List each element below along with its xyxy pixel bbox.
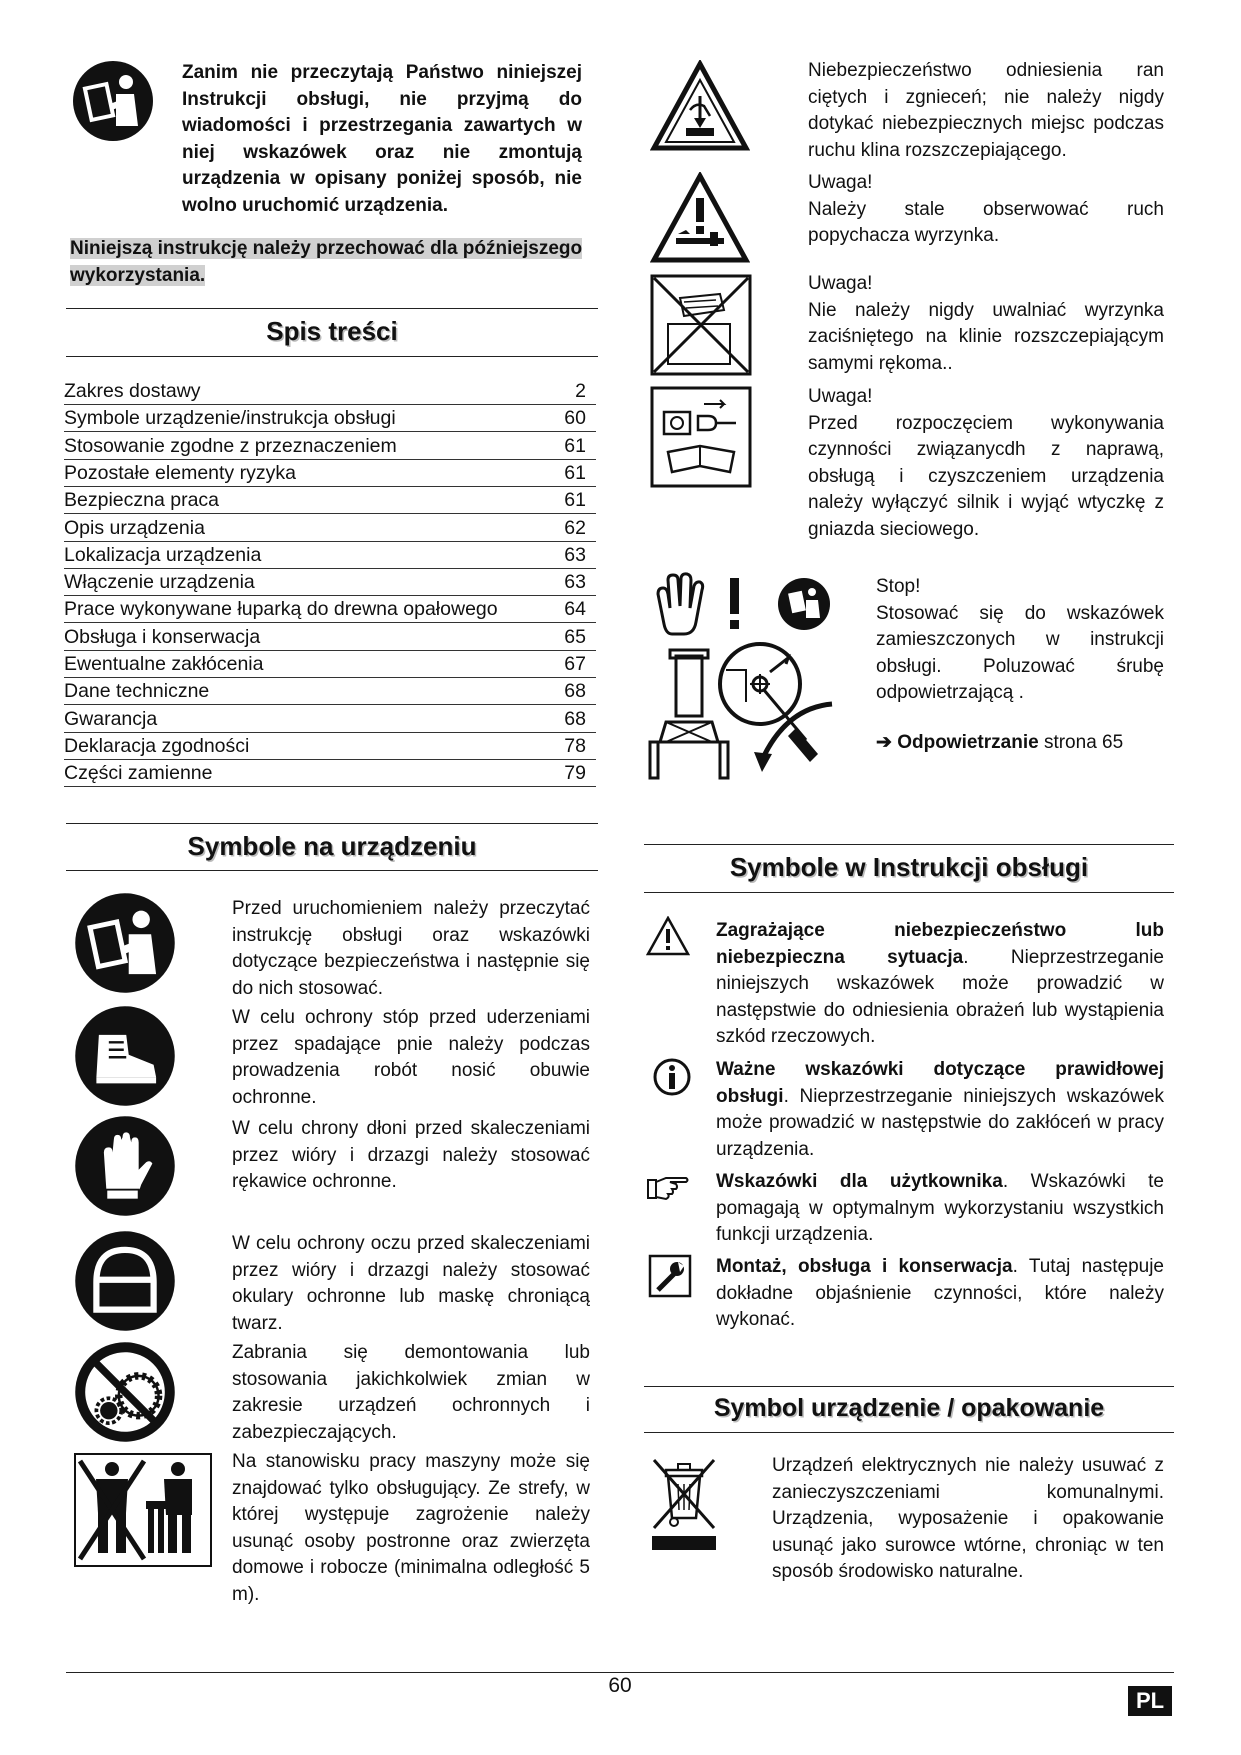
toc-row-page: 61 <box>564 434 586 457</box>
toc-row-page: 63 <box>564 571 586 594</box>
info-icon <box>652 1057 692 1097</box>
footer-divider <box>66 1672 1174 1673</box>
arrow-icon: ➔ <box>876 732 892 753</box>
toc-row-page: 78 <box>564 734 586 757</box>
manual-symbol-text-danger <box>716 918 1164 1051</box>
keep-bystanders-away-icon <box>74 1453 212 1567</box>
manual-symbol-text-assembly <box>716 1254 1164 1334</box>
toc-row-page: 61 <box>564 489 586 512</box>
danger-cut-text: Niebezpieczeństwo odniesienia ran ciętych i zgnieceń; nie należy nigdy dotykać niebezpiecznych miejsc podczas ruchu klina rozszczepiającego. <box>808 60 1164 161</box>
uwaga-text: Nie należy nigdy uwalniać wyrzynka zaciśniętego na klinie rozszczepiającym samymi rękoma.. <box>808 299 1164 374</box>
uwaga-text: Przed rozpoczęciem wykonywania czynności związanycdh z naprawą, obsługą i czyszczeniem urządzenia należy wyłączyć silnik i wyjąć wtyczkę z gniazda sieciowego. <box>808 412 1164 540</box>
toc-row-label: Gwarancja <box>64 707 158 730</box>
manual-symbol-bold: Zagrażające niebezpieczeństwo lub niebezpieczna sytuacja <box>716 920 1164 968</box>
pointing-hand-icon <box>646 1172 690 1202</box>
wrench-icon <box>648 1254 692 1298</box>
uwaga-title: Uwaga! <box>808 273 873 294</box>
keep-manual-note <box>70 236 600 289</box>
divider <box>66 870 598 871</box>
toc-row-label: Części zamienne <box>64 762 213 785</box>
manual-symbol-bold: Montaż, obsługa i konserwacja <box>716 1256 1013 1277</box>
page-number: 60 <box>608 1674 632 1697</box>
toc-row-label: Symbole urządzenie/instrukcja obsługi <box>64 407 396 430</box>
manual-symbol-text-important <box>716 1057 1164 1163</box>
device-symbol-text-eye-protection: W celu ochrony oczu przed skaleczeniami przez wióry i drzazgi należy stosować okulary ochronne lub maskę chroniącą twarz. <box>232 1233 590 1334</box>
device-symbol-text-bystanders: Na stanowisku pracy maszyny może się znajdować tylko obsługujący. Ze strefy, w której występuje zagrożenie należy usunąć osoby postronne oraz zwierzęta domowe i robocze (minimalna odległość 5 m). <box>232 1451 590 1605</box>
toc-row-label: Obsługa i konserwacja <box>64 625 261 648</box>
manual-symbol-rest: . Tutaj następuje dokładne objaśnienie czynności, które należy wykonać. <box>716 1256 1165 1330</box>
stop-title: Stop! <box>876 576 921 597</box>
manual-symbol-rest: . Nieprzestrzeganie niniejszych wskazówek może prowadzić w następstwie do odniesienia obrażeń lub wystąpienia szkód rzeczowych. <box>716 946 1164 1047</box>
toc-row[interactable] <box>64 541 596 569</box>
toc-row-page: 67 <box>564 653 586 675</box>
intro-warning: Zanim nie przeczytają Państwo niniejszej Instrukcji obsługi, nie przyjmą do wiadomości i przestrzegania zawartych w niej wskazówek oraz nie zmontują urządzenia w opisany poniżej sposób, nie wolno uruchomić urządzenia. <box>182 62 582 216</box>
toc-row[interactable] <box>64 377 596 405</box>
toc-row-page: 65 <box>564 625 586 648</box>
divider <box>66 823 598 824</box>
uwaga-title: Uwaga! <box>808 386 873 407</box>
manual-symbol-bold: Wskazówki dla użytkownika <box>716 1171 1003 1192</box>
toc-row[interactable] <box>64 650 596 678</box>
uwaga-text: Należy stale obserwować ruch popychacza wyrzynka. <box>808 198 1164 246</box>
divider <box>644 1432 1174 1433</box>
toc-row-label: Ewentualne zakłócenia <box>64 653 264 675</box>
toc-row-page: 68 <box>564 680 586 703</box>
no-guard-removal-icon <box>74 1341 176 1443</box>
divider <box>644 1386 1174 1387</box>
manual-symbol-text-user-tips <box>716 1169 1164 1249</box>
bleed-reference <box>876 730 1176 757</box>
device-symbols-title: Symbole na urządzeniu <box>187 831 477 861</box>
toc-row[interactable] <box>64 459 596 487</box>
toc-row[interactable] <box>64 732 596 760</box>
packaging-title: Symbol urządzenie / opakowanie <box>713 1394 1105 1422</box>
divider <box>66 356 598 357</box>
manual-symbol-bold: Ważne wskazówki dotyczące prawidłowej obsługi <box>716 1059 1164 1107</box>
toc-row-page: 68 <box>564 707 586 730</box>
ram-movement-warning-icon <box>650 172 750 264</box>
unplug-before-service-icon <box>650 386 752 488</box>
toc-row-label: Dane techniczne <box>64 680 210 703</box>
keep-manual-line2: wykorzystania. <box>70 264 206 286</box>
device-symbol-text-guards: Zabrania się demontowania lub stosowania jakichkolwiek zmian w zakresie urządzeń ochronnych i zabezpieczających. <box>232 1342 590 1443</box>
toc-row[interactable] <box>64 514 596 542</box>
weee-crossed-bin-icon <box>648 1456 720 1554</box>
stop-bleed-screw-illustration <box>646 572 836 784</box>
safety-boots-icon <box>74 1005 176 1107</box>
toc-row[interactable] <box>64 486 596 514</box>
divider <box>66 308 598 309</box>
toc-row-label: Pozostałe elementy ryzyka <box>64 461 296 484</box>
toc-row-label: Lokalizacja urządzenia <box>64 543 262 566</box>
safety-gloves-icon <box>74 1115 176 1217</box>
toc-row-label: Bezpieczna praca <box>64 489 220 512</box>
language-badge: PL <box>1128 1686 1172 1716</box>
reference-page: strona 65 <box>1043 732 1124 753</box>
toc-row-label: Deklaracja zgodności <box>64 734 250 757</box>
toc-row-page: 64 <box>564 598 586 621</box>
toc-row[interactable] <box>64 595 596 623</box>
toc-row[interactable] <box>64 404 596 432</box>
hand-crush-warning-icon <box>650 60 750 152</box>
manual-symbol-rest: . Nieprzestrzeganie niniejszych wskazówek może prowadzić w następstwie do zakłóceń w pracy urządzenia. <box>716 1085 1164 1160</box>
stop-text: Stosować się do wskazówek zamieszczonych w instrukcji obsługi. Poluzować śrubę odpowietrzającą . <box>876 602 1164 703</box>
toc-row[interactable] <box>64 432 596 460</box>
toc-row-page: 61 <box>564 461 586 484</box>
toc-row[interactable] <box>64 568 596 596</box>
packaging-text: Urządzeń elektrycznych nie należy usuwać z zanieczyszczeniami komunalnymi. Urządzenia, wyposażenie i opakowanie usunąć jako surowce wtórne, chroniąc w ten sposób środowisko naturalne. <box>772 1455 1164 1582</box>
uwaga-block-2 <box>808 271 1164 377</box>
toc-row-page: 63 <box>564 543 586 566</box>
uwaga-title: Uwaga! <box>808 172 873 193</box>
uwaga-block-1 <box>808 170 1164 250</box>
device-symbol-text-read-manual: Przed uruchomieniem należy przeczytać instrukcję obsługi oraz wskazówki dotyczące bezpieczeństwa i następnie się do nich stosować. <box>232 898 590 999</box>
read-manual-icon <box>74 892 176 994</box>
toc-row-label: Stosowanie zgodne z przeznaczeniem <box>64 434 397 457</box>
toc-row[interactable] <box>64 705 596 733</box>
toc-row-label: Zakres dostawy <box>64 380 201 402</box>
toc-row[interactable] <box>64 677 596 705</box>
stop-block <box>876 574 1164 707</box>
toc-row-label: Prace wykonywane łuparką do drewna opałowego <box>64 598 498 621</box>
toc-row-page: 2 <box>575 380 586 402</box>
read-manual-icon <box>72 60 154 142</box>
toc-title: Spis treści <box>266 316 398 346</box>
toc-row-page: 60 <box>564 407 586 430</box>
manual-symbols-title: Symbole w Instrukcji obsługi <box>729 852 1089 882</box>
device-symbol-text-gloves: W celu chrony dłoni przed skaleczeniami przez wióry i drzazgi należy stosować rękawice ochronne. <box>232 1118 590 1192</box>
face-shield-icon <box>74 1230 176 1332</box>
warning-triangle-icon <box>646 916 690 956</box>
toc-row[interactable] <box>64 759 596 787</box>
device-symbol-text-boots: W celu ochrony stóp przed uderzeniami przez spadające pnie należy podczas prowadzenia robót nosić obuwie ochronne. <box>232 1007 590 1108</box>
manual-symbol-rest: . Wskazówki te pomagają w optymalnym wykorzystaniu wszystkich funkcji urządzenia. <box>716 1171 1164 1245</box>
toc-row-page: 62 <box>564 516 586 539</box>
divider <box>644 844 1174 845</box>
keep-manual-line1: Niniejszą instrukcję należy przechować dla późniejszego <box>70 238 583 259</box>
divider <box>644 892 1174 893</box>
no-hand-release-icon <box>650 274 752 376</box>
toc-row-label: Opis urządzenia <box>64 516 205 539</box>
toc-row[interactable] <box>64 623 596 651</box>
reference-link[interactable]: Odpowietrzanie <box>897 732 1039 753</box>
uwaga-block-3 <box>808 384 1164 543</box>
toc-row-page: 79 <box>564 762 586 785</box>
toc-row-label: Włączenie urządzenia <box>64 571 255 594</box>
